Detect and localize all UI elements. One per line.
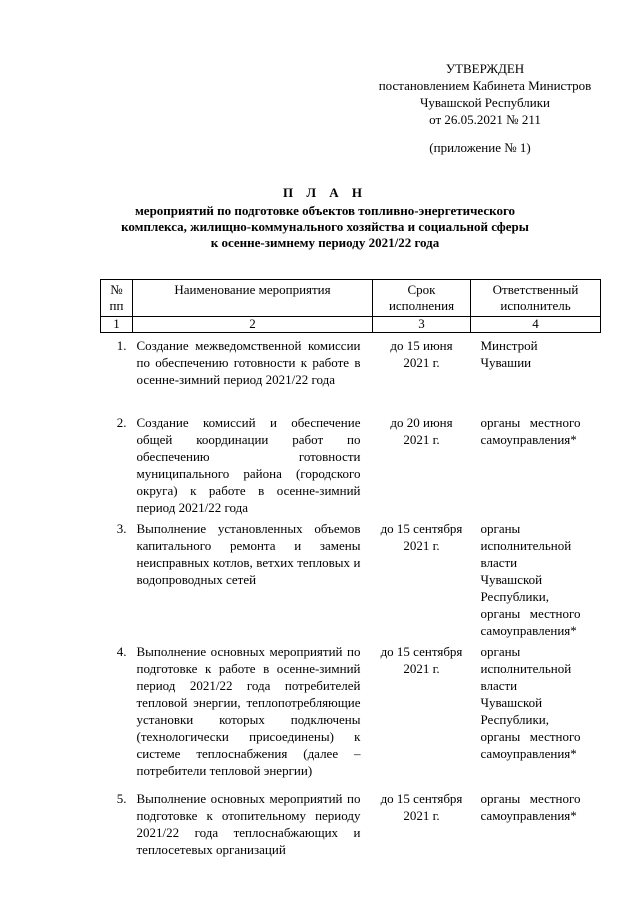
header-num-line-2: пп — [109, 298, 124, 313]
header-term — [373, 280, 471, 317]
row-deadline: до 15 июня 2021 г. — [390, 338, 453, 370]
title-word: П Л А Н — [282, 185, 368, 200]
document-title — [100, 185, 550, 251]
approval-heading: УТВЕРЖДЕН — [445, 61, 525, 76]
header-executor — [471, 280, 601, 317]
row-activity: Выполнение основных мероприятий по подготовке к работе в осенне-зимний период 2021/22 года потребителей тепловой энергии, теплопотребляющие установки которых подключены (технологически присоединены) к системе теплоснабжения (далее – потребители тепловой энергии) — [136, 644, 361, 778]
plan-table — [100, 279, 601, 858]
row-executor: органы исполнительной власти Чувашской Республики, органы местного самоуправления* — [480, 521, 581, 638]
row-number: 5. — [116, 791, 127, 806]
table-row — [101, 516, 601, 639]
approval-line-2: Чувашской Республики — [419, 95, 551, 110]
row-deadline: до 20 июня 2021 г. — [390, 415, 453, 447]
row-activity: Выполнение основных мероприятий по подготовке к отопительному периоду 2021/22 года теплоснабжающих и теплосетевых организаций — [136, 791, 361, 857]
column-number: 1 — [101, 317, 133, 333]
row-executor: органы исполнительной власти Чувашской Республики, органы местного самоуправления* — [480, 644, 581, 761]
title-line-2: комплекса, жилищно-коммунального хозяйства и социальной сферы — [121, 219, 529, 234]
column-number: 3 — [373, 317, 471, 333]
row-number: 3. — [116, 521, 127, 536]
row-deadline: до 15 сентября 2021 г. — [380, 791, 463, 823]
row-deadline: до 15 сентября 2021 г. — [380, 521, 463, 553]
approval-line-1: постановлением Кабинета Министров — [378, 78, 592, 93]
column-number: 4 — [471, 317, 601, 333]
title-line-3: к осенне-зимнему периоду 2021/22 года — [210, 235, 440, 250]
table-row — [101, 639, 601, 786]
table-row — [101, 410, 601, 516]
row-activity: Выполнение установленных объемов капитального ремонта и замены неисправных котлов, ветхих тепловых и водопроводных сетей — [136, 521, 361, 587]
table-row — [101, 333, 601, 411]
row-activity: Создание межведомственной комиссии по обеспечению готовности к работе в осенне-зимний период 2021/22 года — [136, 338, 361, 387]
row-number: 1. — [116, 338, 127, 353]
title-line-1: мероприятий по подготовке объектов топливно-энергетического — [134, 203, 516, 218]
row-number: 4. — [116, 644, 127, 659]
appendix-note: (приложение № 1) — [429, 140, 531, 155]
row-executor: Минстрой Чувашии — [480, 338, 538, 370]
row-executor: органы местного самоуправления* — [480, 415, 581, 447]
header-name: Наименование мероприятия — [133, 280, 373, 317]
header-exec-line-1: Ответственный — [492, 282, 579, 297]
header-exec-line-2: исполнитель — [500, 298, 571, 313]
row-deadline: до 15 сентября 2021 г. — [380, 644, 463, 676]
approval-block — [360, 60, 610, 128]
row-number: 2. — [116, 415, 127, 430]
table-row — [101, 786, 601, 858]
header-term-line-1: Срок — [407, 282, 436, 297]
table-header-row — [101, 280, 601, 317]
row-activity: Создание комиссий и обеспечение общей координации работ по обеспечению готовности муниципального района (городского округа) к работе в осенне-зимний период 2021/22 года — [136, 415, 361, 515]
column-number: 2 — [133, 317, 373, 333]
row-executor: органы местного самоуправления* — [480, 791, 581, 823]
header-term-line-2: исполнения — [388, 298, 455, 313]
approval-line-3: от 26.05.2021 № 211 — [429, 112, 541, 127]
header-num — [101, 280, 133, 317]
column-number-row — [101, 317, 601, 333]
header-num-line-1: № — [110, 282, 123, 297]
